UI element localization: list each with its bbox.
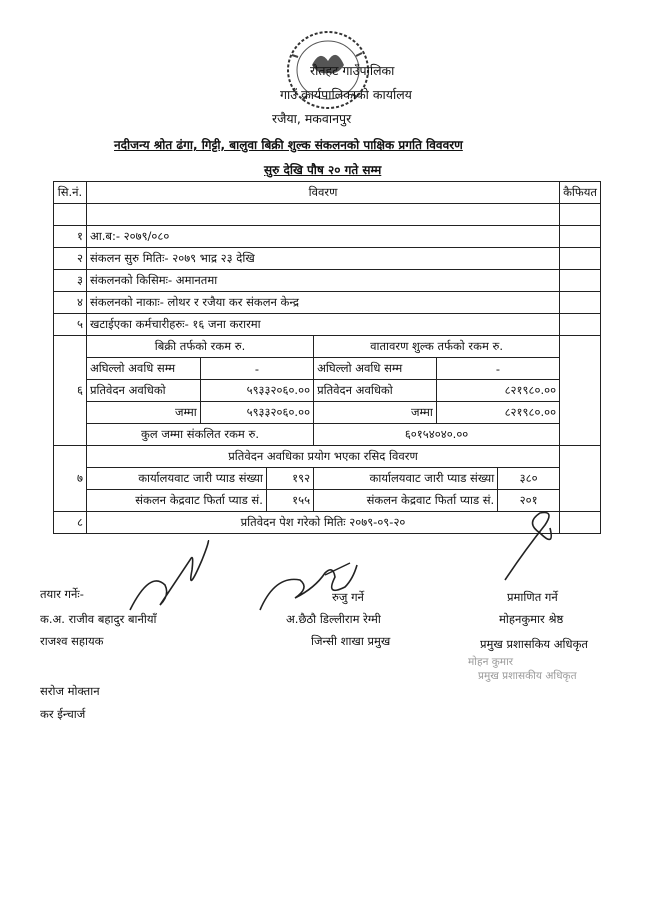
row-sn: २ bbox=[54, 248, 87, 270]
total-env: ८२१९८०.०० bbox=[436, 402, 559, 424]
table-header-row bbox=[54, 182, 601, 204]
total-label-env: जम्मा bbox=[314, 402, 437, 424]
prev-env: - bbox=[436, 358, 559, 380]
table-row bbox=[54, 226, 601, 248]
row-sn: ६ bbox=[54, 336, 87, 446]
approve-title: प्रमुख प्रशासकिय अधिकृत bbox=[480, 637, 588, 651]
grand-value: ६०१५४०४०.०० bbox=[314, 424, 560, 446]
col-desc-header: विवरण bbox=[86, 182, 559, 204]
approve-label: प्रमाणित गर्ने bbox=[507, 590, 558, 604]
col-sn-header: सि.नं. bbox=[54, 182, 87, 204]
issued-label: कार्यालयवाट जारी प्याड संख्या bbox=[87, 468, 266, 490]
approve-name: मोहनकुमार श्रेष्ठ bbox=[499, 612, 564, 626]
row-sn: ८ bbox=[54, 512, 87, 534]
period-sales: ५९३३२०६०.०० bbox=[200, 380, 313, 402]
check-name: अ.छैठौ डिल्लीराम रेग्मी bbox=[286, 612, 381, 626]
prep-label: तयार गर्नेः- bbox=[40, 587, 84, 601]
period-label-env: प्रतिवेदन अवधिको bbox=[314, 380, 437, 402]
receipt-subtable bbox=[87, 446, 559, 511]
issued-label-b: कार्यालयवाट जारी प्याड संख्या bbox=[314, 468, 498, 490]
table-row bbox=[54, 204, 601, 226]
table-row bbox=[54, 292, 601, 314]
returned-b: २०१ bbox=[498, 490, 559, 512]
faint-stamp-line2: प्रमुख प्रशासकीय अधिकृत bbox=[478, 670, 577, 682]
period-env: ८२१९८०.०० bbox=[436, 380, 559, 402]
table-row-7 bbox=[54, 446, 601, 512]
table-row bbox=[54, 314, 601, 336]
prev-sales: - bbox=[200, 358, 313, 380]
row-text: प्रतिवेदन पेश गरेको मितिः २०७९-०९-२० bbox=[86, 512, 559, 534]
signature-approver bbox=[500, 505, 570, 585]
sales-head: बिक्री तर्फको रकम रु. bbox=[87, 336, 314, 358]
returned-label: संकलन केद्रवाट फिर्ता प्याड सं. bbox=[87, 490, 266, 512]
row-sn: १ bbox=[54, 226, 87, 248]
issued-a: १९२ bbox=[266, 468, 313, 490]
total-sales: ५९३३२०६०.०० bbox=[200, 402, 313, 424]
row-sn: ३ bbox=[54, 270, 87, 292]
table-row bbox=[54, 270, 601, 292]
prev-label: अघिल्लो अवधि सम्म bbox=[87, 358, 200, 380]
report-subtitle: सुरु देखि पौष २० गते सम्म bbox=[264, 163, 382, 177]
header-line3: रजैया, मकवानपुर bbox=[272, 111, 352, 126]
table-row-6 bbox=[54, 336, 601, 446]
header-line1: रौतहट गाउँपालिका bbox=[310, 63, 395, 78]
period-label: प्रतिवेदन अवधिको bbox=[87, 380, 200, 402]
row-sn: ५ bbox=[54, 314, 87, 336]
prep-name: क.अ. राजीव बहादुर बानीयाँ bbox=[40, 612, 157, 626]
receipt-head: प्रतिवेदन अवधिका प्रयोग भएका रसिद विवरण bbox=[87, 446, 559, 468]
row-sn: ७ bbox=[54, 446, 87, 512]
row-text: आ.ब:- २०७९/०८० bbox=[86, 226, 559, 248]
row-text: खटाईएका कर्मचारीहरुः- १६ जना करारमा bbox=[86, 314, 559, 336]
row-text: संकलनको नाकाः- लोथर र रजैया कर संकलन केन्द्र bbox=[86, 292, 559, 314]
table-row bbox=[54, 248, 601, 270]
row-text: संकलन सुरु मितिः- २०७९ भाद्र २३ देखि bbox=[86, 248, 559, 270]
check-title: जिन्सी शाखा प्रमुख bbox=[311, 634, 391, 648]
returned-a: १५५ bbox=[266, 490, 313, 512]
row-sn: ४ bbox=[54, 292, 87, 314]
grand-label: कुल जम्मा संकलित रकम रु. bbox=[87, 424, 314, 446]
header-line2: गाउँ कार्यपालिकाको कार्यालय bbox=[280, 87, 412, 102]
total-label: जम्मा bbox=[87, 402, 200, 424]
signature-preparer bbox=[125, 540, 220, 620]
prev-label-env: अघिल्लो अवधि सम्म bbox=[314, 358, 437, 380]
extra-name: सरोज मोक्तान bbox=[40, 684, 100, 698]
issued-b: ३८० bbox=[498, 468, 559, 490]
returned-label-b: संकलन केद्रवाट फिर्ता प्याड सं. bbox=[314, 490, 498, 512]
report-table bbox=[53, 181, 601, 534]
extra-title: कर ईन्चार्ज bbox=[40, 707, 86, 721]
env-head: वातावरण शुल्क तर्फको रकम रु. bbox=[314, 336, 560, 358]
amount-subtable bbox=[87, 336, 559, 445]
signature-checker bbox=[255, 555, 365, 620]
check-label: रुजु गर्ने bbox=[332, 590, 364, 604]
faint-stamp-line1: मोहन कुमार bbox=[468, 656, 514, 668]
row-text: संकलनको किसिमः- अमानतमा bbox=[86, 270, 559, 292]
report-title: नदीजन्य श्रोत ढंगा, गिट्टी, बालुवा बिक्री शुल्क संकलनको पाक्षिक प्रगति विववरण bbox=[114, 138, 463, 152]
prep-title: राजश्व सहायक bbox=[40, 634, 104, 648]
col-remark-header: कैफियत bbox=[560, 182, 601, 204]
